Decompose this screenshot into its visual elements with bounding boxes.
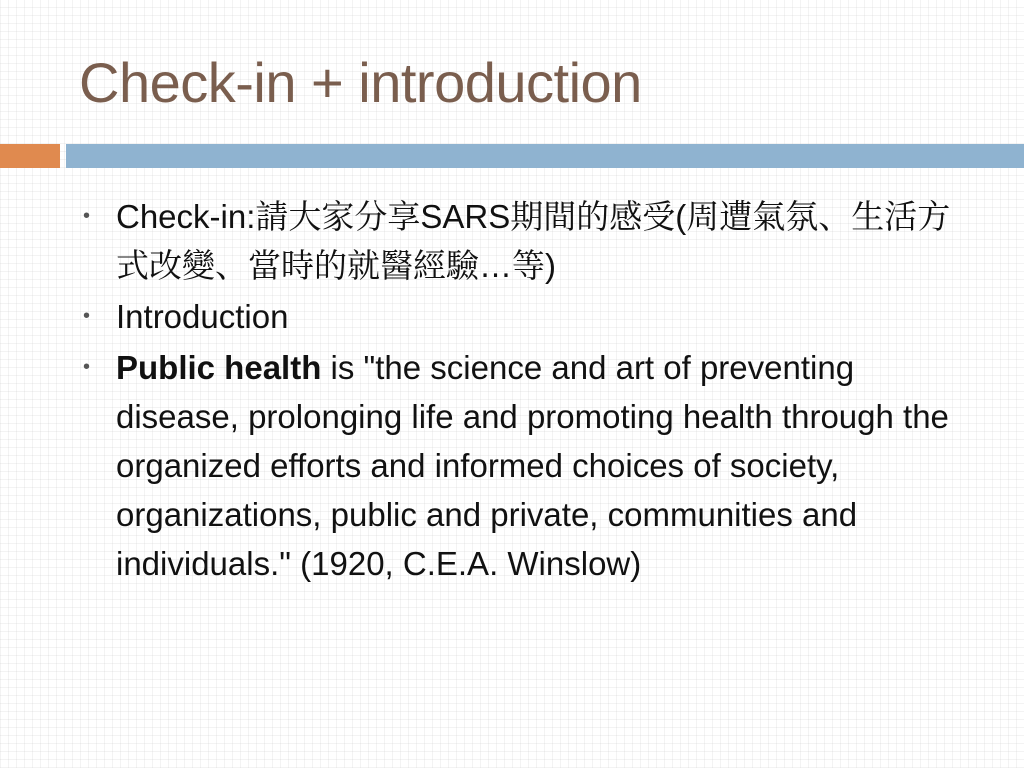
bullet-introduction-text: Introduction [116, 298, 289, 335]
bullet-icon: • [83, 205, 91, 227]
bullet-public-health-text [116, 343, 982, 588]
bullet-list [82, 192, 982, 590]
bullet-checkin [82, 192, 982, 290]
bullet-icon: • [83, 305, 91, 327]
accent-bar-orange [0, 144, 60, 168]
bullet-public-health-term: Public health [116, 349, 322, 386]
bullet-checkin-text: Check-in:請大家分享SARS期間的感受(周遭氣氛、生活方式改變、當時的就醫經驗…等) [116, 198, 951, 284]
bullet-public-health [82, 343, 982, 588]
bullet-introduction [82, 292, 982, 341]
bullet-public-health-definition: is "the science and art of preventing disease, prolonging life and promoting health through the organized efforts and informed choices of society, organizations, public and private, communities and individuals." (1920, C.E.A. Winslow) [116, 349, 949, 582]
bullet-icon: • [83, 356, 91, 378]
slide-title: Check-in + introduction [79, 51, 642, 114]
accent-bar-blue [66, 144, 1024, 168]
